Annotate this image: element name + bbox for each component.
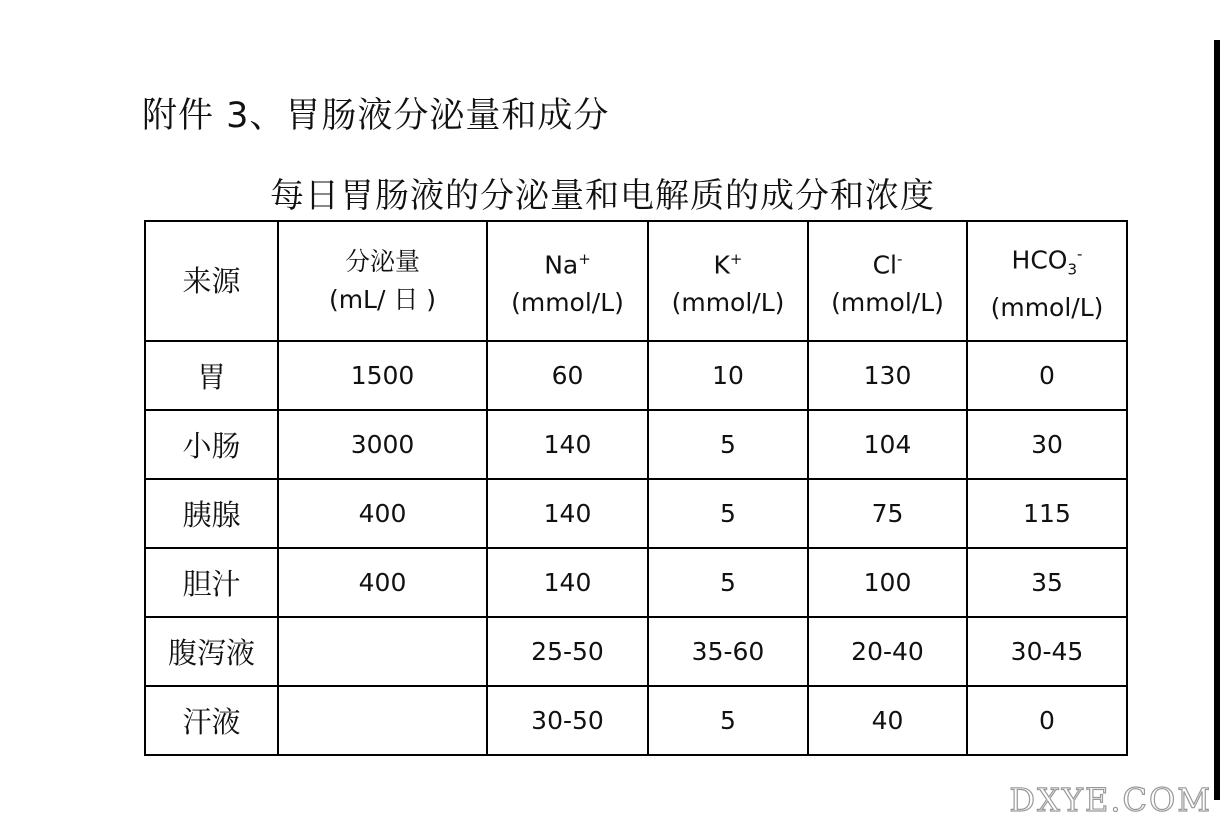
cell-source: 汗液 — [145, 686, 278, 755]
header-k-label — [649, 240, 807, 284]
table-row — [145, 686, 1127, 755]
cell-source: 小肠 — [145, 410, 278, 479]
cell-hco3: 0 — [967, 341, 1127, 410]
header-na-charge: + — [578, 249, 591, 268]
header-na-base: Na — [544, 250, 579, 280]
cell-hco3: 30 — [967, 410, 1127, 479]
header-k-unit: (mmol/L) — [671, 288, 785, 318]
header-k-base: K — [713, 250, 730, 280]
table-title: 每日胃肠液的分泌量和电解质的成分和浓度 — [270, 176, 935, 216]
cell-k: 5 — [648, 686, 808, 755]
header-hco3-unit: (mmol/L) — [990, 292, 1104, 322]
table-row — [145, 548, 1127, 617]
document-heading: 附件 3、胃肠液分泌量和成分 — [142, 96, 610, 136]
cell-na: 25-50 — [487, 617, 648, 686]
header-k — [648, 221, 808, 341]
table-row — [145, 617, 1127, 686]
header-source-label: 来源 — [182, 264, 241, 298]
cell-k: 10 — [648, 341, 808, 410]
cell-volume — [278, 686, 487, 755]
header-hco3-subscript: 3 — [1067, 260, 1078, 279]
header-k-charge: + — [729, 249, 743, 268]
header-hco3 — [967, 221, 1127, 341]
cell-hco3: 35 — [967, 548, 1127, 617]
header-cl-unit: (mmol/L) — [831, 288, 944, 318]
cell-volume — [278, 617, 487, 686]
header-source — [145, 221, 278, 341]
header-hco3-base: HCO — [1011, 245, 1068, 275]
cell-hco3: 115 — [967, 479, 1127, 548]
cell-volume: 1500 — [278, 341, 487, 410]
cell-k: 35-60 — [648, 617, 808, 686]
cell-na: 60 — [487, 341, 648, 410]
header-volume — [278, 221, 487, 341]
cell-hco3: 0 — [967, 686, 1127, 755]
cell-cl: 20-40 — [808, 617, 967, 686]
table-row — [145, 479, 1127, 548]
header-cl-base: Cl — [872, 250, 897, 280]
table-row — [145, 341, 1127, 410]
cell-volume: 400 — [278, 479, 487, 548]
header-hco3-charge: - — [1077, 245, 1083, 264]
header-na — [487, 221, 648, 341]
header-na-unit: (mmol/L) — [511, 288, 624, 318]
site-watermark: DXYE.COM — [1009, 781, 1212, 819]
cell-k: 5 — [648, 548, 808, 617]
header-na-label — [488, 240, 647, 284]
cell-k: 5 — [648, 479, 808, 548]
cell-cl: 75 — [808, 479, 967, 548]
cell-na: 140 — [487, 479, 648, 548]
cell-cl: 130 — [808, 341, 967, 410]
table-header-row — [145, 221, 1127, 341]
cell-na: 140 — [487, 410, 648, 479]
cell-hco3: 30-45 — [967, 617, 1127, 686]
cell-na: 30-50 — [487, 686, 648, 755]
cell-cl: 104 — [808, 410, 967, 479]
cell-na: 140 — [487, 548, 648, 617]
header-volume-label: 分泌量 — [344, 247, 420, 276]
cell-cl: 40 — [808, 686, 967, 755]
cell-k: 5 — [648, 410, 808, 479]
cell-volume: 3000 — [278, 410, 487, 479]
cell-source: 胆汁 — [145, 548, 278, 617]
cell-source: 胰腺 — [145, 479, 278, 548]
header-cl-charge: - — [896, 249, 903, 268]
table-row — [145, 410, 1127, 479]
header-cl-label — [809, 240, 966, 284]
cell-volume: 400 — [278, 548, 487, 617]
page-edge-bar — [1214, 40, 1220, 800]
cell-source: 胃 — [145, 341, 278, 410]
cell-source: 腹泻液 — [145, 617, 278, 686]
header-hco3-label — [968, 235, 1126, 288]
header-volume-unit: (mL/ 日 ) — [328, 285, 437, 314]
secretion-table — [144, 220, 1128, 756]
cell-cl: 100 — [808, 548, 967, 617]
header-cl — [808, 221, 967, 341]
